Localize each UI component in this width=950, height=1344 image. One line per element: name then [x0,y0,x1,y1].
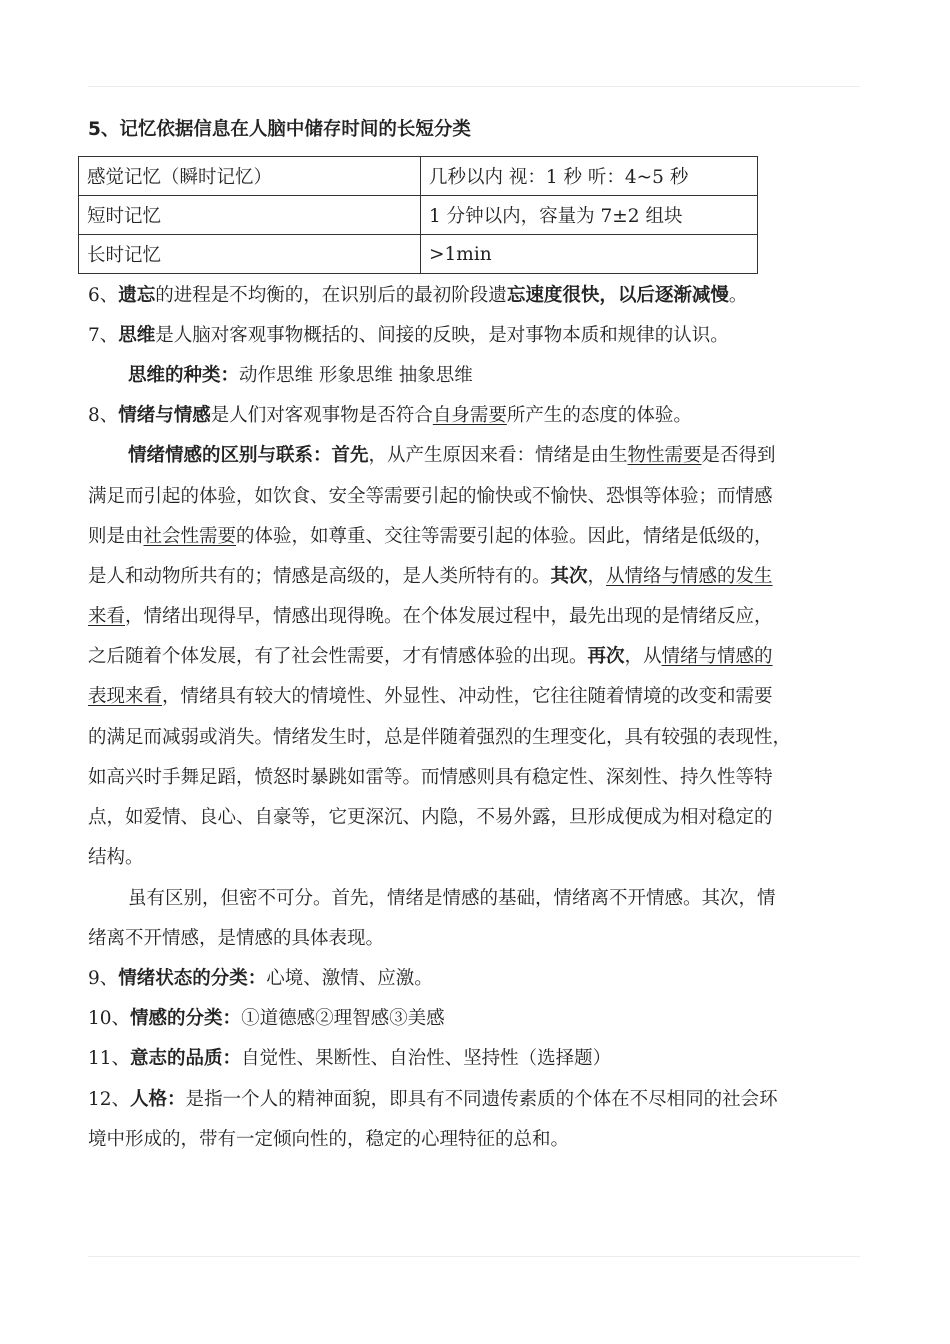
table-cell: 1 分钟以内，容量为 7±2 组块 [421,196,758,235]
table-cell: 长时记忆 [79,235,421,274]
item-12-personality: 12、人格：是指一个人的精神面貌，即具有不同遗传素质的个体在不尽相同的社会环 [88,1089,778,1110]
item-6-forgetting: 6、遗忘的进程是不均衡的，在识别后的最初阶段遗忘速度很快，以后逐渐减慢。 [88,285,748,306]
memory-duration-table [78,156,758,274]
table-cell: >1min [421,235,758,274]
paragraph-line: 的满足而减弱或消失。情绪发生时，总是伴随着强烈的生理变化，具有较强的表现性， [88,727,792,748]
paragraph-line: 则是由社会性需要的体验，如尊重、交往等需要引起的体验。因此，情绪是低级的， [88,526,773,547]
bottom-divider [88,1256,860,1257]
item-7-thinking: 7、思维是人脑对客观事物概括的、间接的反映，是对事物本质和规律的认识。 [88,325,729,346]
table-cell: 几秒以内 视：1 秒 听：4~5 秒 [421,157,758,196]
table-row [79,196,758,235]
item-9-emotion-states: 9、情绪状态的分类：心境、激情、应激。 [88,968,433,989]
table-row [79,157,758,196]
paragraph-line: 绪离不开情感，是情感的具体表现。 [88,928,385,949]
paragraph-line: 如高兴时手舞足蹈，愤怒时暴跳如雷等。而情感则具有稳定性、深刻性、持久性等特 [88,767,773,788]
paragraph-line: 来看，情绪出现得早，情感出现得晚。在个体发展过程中，最先出现的是情绪反应， [88,606,773,627]
paragraph-line: 结构。 [88,847,144,868]
paragraph-line: 虽有区别，但密不可分。首先，情绪是情感的基础，情绪离不开情感。其次，情 [128,888,776,909]
table-cell: 感觉记忆（瞬时记忆） [79,157,421,196]
top-divider [88,86,860,87]
thinking-types: 思维的种类：动作思维 形象思维 抽象思维 [128,365,473,386]
table-row [79,235,758,274]
item-8-emotion: 8、情绪与情感是人们对客观事物是否符合自身需要所产生的态度的体验。 [88,405,692,426]
section-5-heading: 5、记忆依据信息在人脑中储存时间的长短分类 [88,119,471,140]
paragraph-line: 表现来看，情绪具有较大的情境性、外显性、冲动性，它往往随着情境的改变和需要 [88,686,773,707]
item-10-feeling-types: 10、情感的分类：①道德感②理智感③美感 [88,1008,445,1029]
item-11-will-qualities: 11、意志的品质：自觉性、果断性、自治性、坚持性（选择题） [88,1048,612,1069]
paragraph-line: 是人和动物所共有的；情感是高级的，是人类所特有的。其次，从情络与情感的发生 [88,566,773,587]
paragraph-line: 之后随着个体发展，有了社会性需要，才有情感体验的出现。再次，从情绪与情感的 [88,646,773,667]
table-cell: 短时记忆 [79,196,421,235]
paragraph-line: 满足而引起的体验，如饮食、安全等需要引起的愉快或不愉快、恐惧等体验；而情感 [88,486,773,507]
paragraph-line: 情绪情感的区别与联系：首先，从产生原因来看：情绪是由生物性需要是否得到 [128,445,776,466]
paragraph-line: 境中形成的，带有一定倾向性的，稳定的心理特征的总和。 [88,1129,570,1150]
paragraph-line: 点，如爱情、良心、自豪等，它更深沉、内隐，不易外露，旦形成便成为相对稳定的 [88,807,773,828]
